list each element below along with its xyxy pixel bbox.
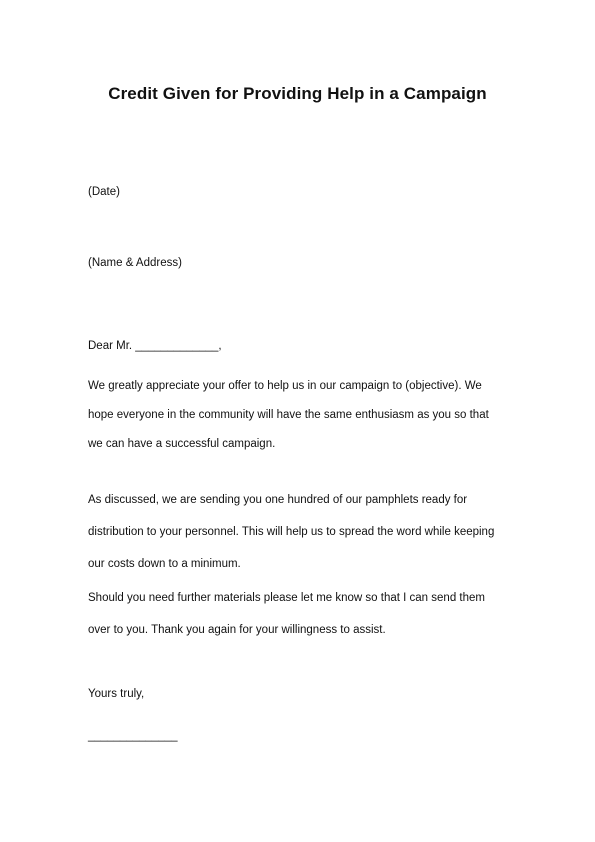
letter-title: Credit Given for Providing Help in a Campaign xyxy=(108,84,487,103)
salutation: Dear Mr. _____________, xyxy=(88,340,222,352)
paragraph-appreciation xyxy=(88,380,518,467)
signature-line: ______________ xyxy=(88,730,178,742)
paragraph-line: distribution to your personnel. This will help us to spread the word while keeping xyxy=(88,526,495,538)
paragraph-line: hope everyone in the community will have the same enthusiasm as you so that xyxy=(88,409,489,421)
date-placeholder: (Date) xyxy=(88,186,120,198)
paragraph-line: As discussed, we are sending you one hundred of our pamphlets ready for xyxy=(88,494,468,506)
closing: Yours truly, xyxy=(88,688,145,700)
paragraph-line: over to you. Thank you again for your willingness to assist. xyxy=(88,624,386,636)
paragraph-line: Should you need further materials please let me know so that I can send them xyxy=(88,592,485,604)
paragraph-line: We greatly appreciate your offer to help us in our campaign to (objective). We xyxy=(88,380,482,392)
paragraph-pamphlets xyxy=(88,494,518,590)
paragraph-line: our costs down to a minimum. xyxy=(88,558,241,570)
name-address-placeholder: (Name & Address) xyxy=(88,257,182,269)
paragraph-further-materials xyxy=(88,592,518,656)
paragraph-line: we can have a successful campaign. xyxy=(88,438,276,450)
